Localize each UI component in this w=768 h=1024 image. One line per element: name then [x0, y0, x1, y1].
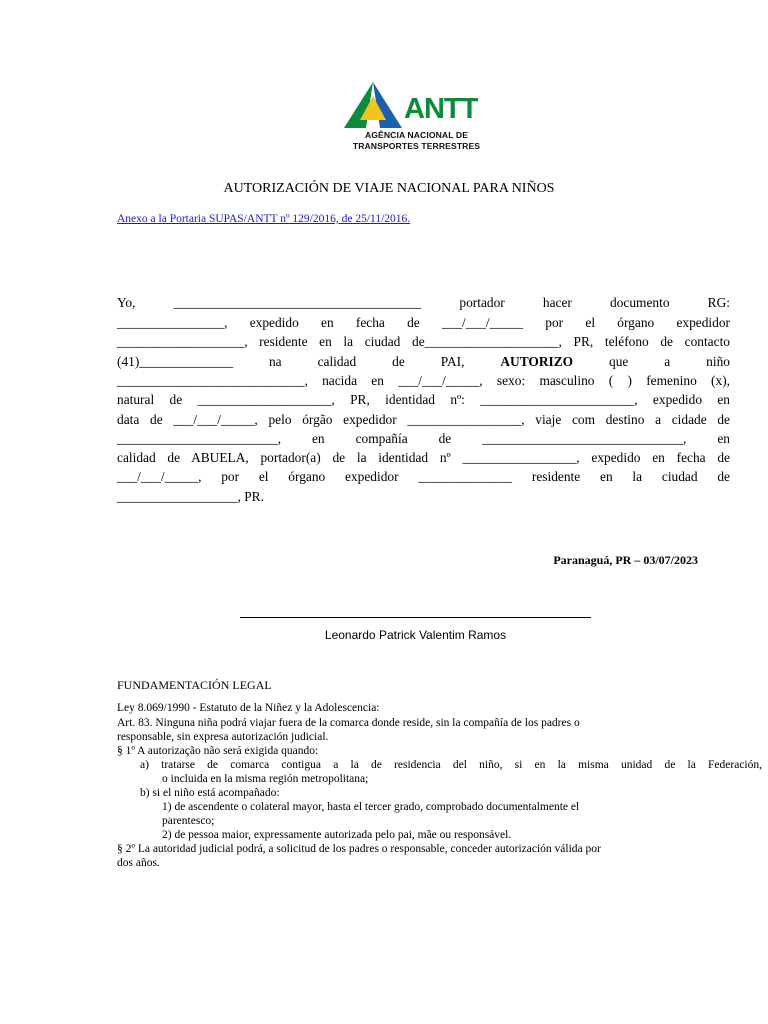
body-line-1: Yo, _____________________________________ portador hacer documento RG:: [117, 295, 730, 310]
body-line-2: ________________, expedido en fecha de ___/___/_____ por el órgano expedidor: [117, 315, 730, 330]
body-line-6: natural de ____________________, PR, identidad nº: _______________________, expedido en: [117, 392, 730, 407]
legal-heading: FUNDAMENTACIÓN LEGAL: [117, 678, 272, 692]
legal-line-6: o incluida en la misma región metropolitana;: [162, 773, 369, 785]
body-line-4: [117, 352, 730, 371]
legal-line-7: b) si el niño está acompañado:: [140, 787, 280, 799]
body-line-4-end: que a niño: [573, 354, 730, 369]
legal-line-8: 1) de ascendente o colateral mayor, hasta el tercer grado, comprobado documentalmente el: [162, 801, 580, 813]
annex-link[interactable]: Anexo a la Portaria SUPAS/ANTT nº 129/2016, de 25/11/2016.: [117, 213, 411, 225]
legal-line-12: dos años.: [117, 857, 160, 869]
date-place: Paranaguá, PR – 03/07/2023: [553, 553, 698, 567]
body-line-5: ____________________________, nacida en ___/___/_____, sexo: masculino ( ) femenino (x),: [117, 373, 730, 388]
logo-wordmark: ANTT: [404, 93, 478, 125]
authorize-keyword: AUTORIZO: [500, 354, 574, 369]
body-line-4-start: (41)______________ na calidad de PAI,: [117, 354, 501, 369]
legal-line-4: § 1º A autorização não será exigida quando:: [117, 745, 319, 757]
body-line-3: ___________________, residente en la ciudad de____________________, PR, teléfono de contacto: [117, 334, 730, 349]
body-line-7: data de ___/___/_____, pelo órgão expedidor _________________, viaje com destino a cidade de: [117, 412, 730, 427]
legal-line-2: Art. 83. Ninguna niña podrá viajar fuera de la comarca donde reside, sin la compañía de los padres o: [117, 717, 580, 729]
body-line-10: ___/___/_____, por el órgano expedidor ______________ residente en la ciudad de: [117, 469, 730, 484]
legal-line-9: parentesco;: [162, 815, 215, 827]
antt-logo: [344, 80, 489, 152]
body-line-11: __________________, PR.: [117, 489, 264, 504]
antt-triangle-icon: [344, 80, 404, 130]
legal-line-1: Ley 8.069/1990 - Estatuto de la Niñez y la Adolescencia:: [117, 702, 380, 714]
logo-subtitle-line2: TRANSPORTES TERRESTRES: [352, 141, 481, 151]
body-line-9: calidad de ABUELA, portador(a) de la identidad nº _________________, expedido en fecha de: [117, 450, 730, 465]
body-line-8: ________________________, en compañía de ______________________________, en: [117, 431, 730, 446]
legal-line-3: responsable, sin expresa autorización judicial.: [117, 731, 329, 743]
document-title: AUTORIZACIÓN DE VIAJE NACIONAL PARA NIÑOS: [223, 181, 555, 196]
signature-line: [240, 617, 591, 618]
legal-line-10: 2) de pessoa maior, expressamente autorizada pelo pai, mãe ou responsável.: [162, 829, 512, 841]
legal-line-11: § 2º La autoridad judicial podrá, a solicitud de los padres o responsable, conceder autorización válida por: [117, 843, 601, 855]
signer-name: Leonardo Patrick Valentim Ramos: [324, 628, 507, 642]
legal-line-5: a) tratarse de comarca contigua a la de residencia del niño, si en la misma unidad de la Federación,: [140, 759, 762, 771]
logo-subtitle-line1: AGÊNCIA NACIONAL DE: [364, 130, 469, 140]
